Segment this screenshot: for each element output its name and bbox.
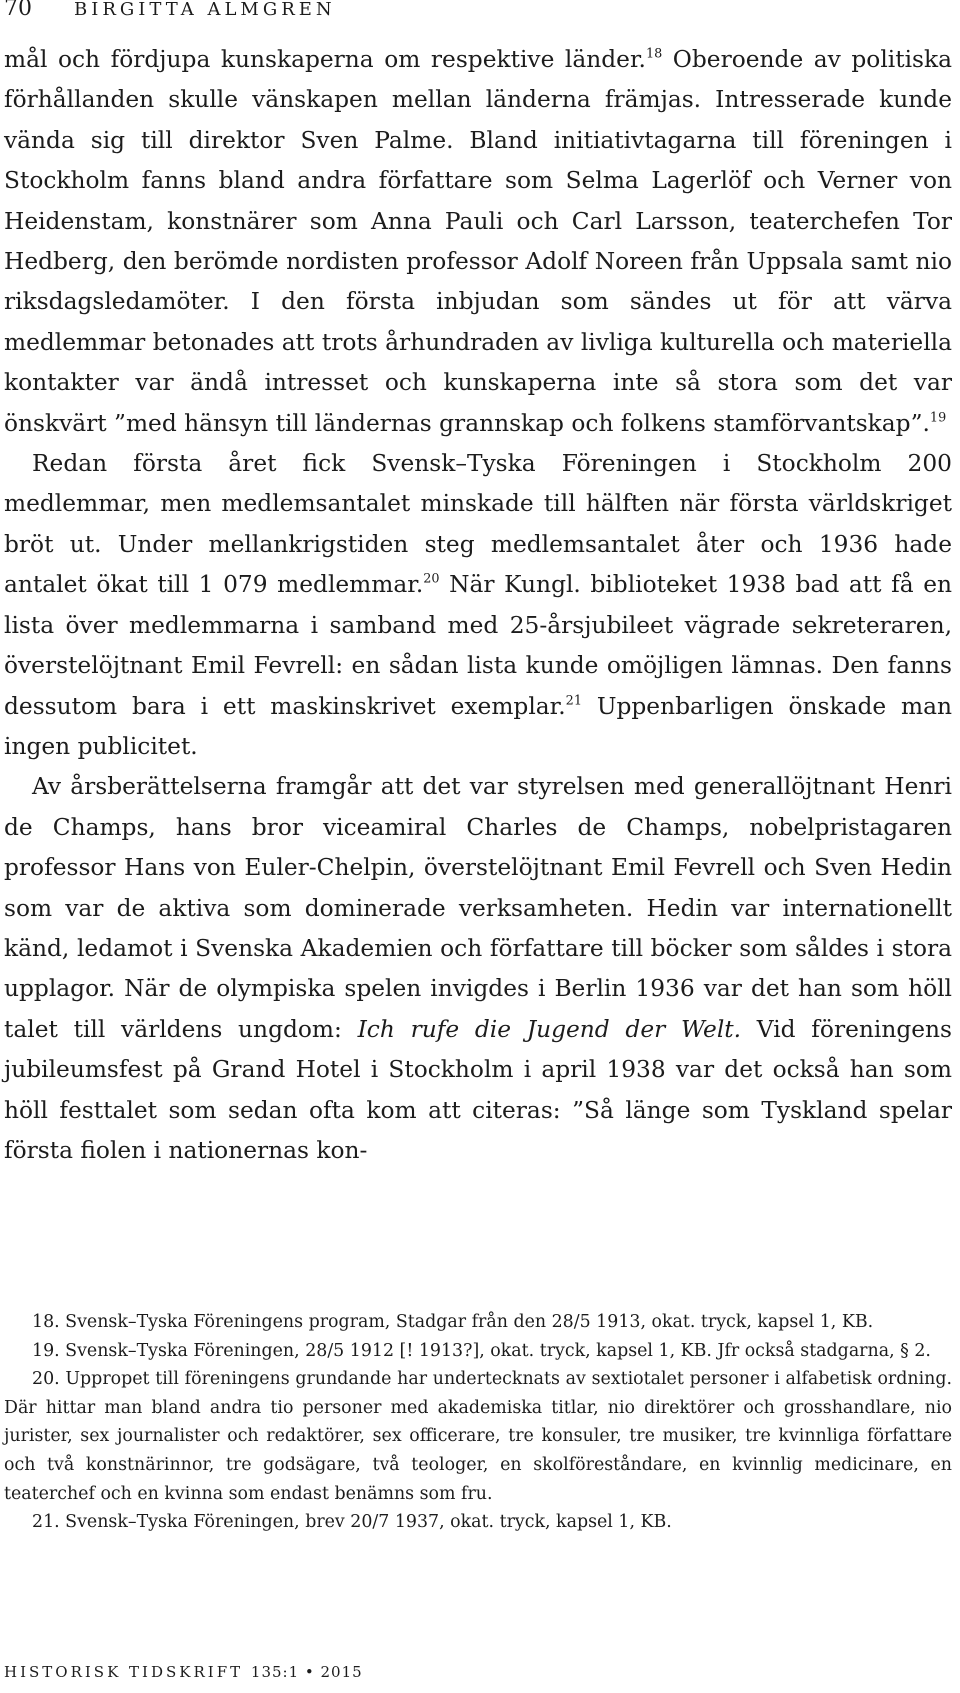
footnote-ref-18[interactable]: 18 <box>645 46 663 62</box>
footnote-19: 19. Svensk–Tyska Föreningen, 28/5 1912 [! 1913?], okat. tryck, kapsel 1, KB. Jfr också stadgarna, § 2. <box>32 1340 931 1361</box>
body-text <box>4 40 952 1171</box>
footnote-ref-20[interactable]: 20 <box>423 571 440 587</box>
paragraph-3-part-b: Vid föreningens jubileumsfest på Grand Hotel i Stockholm i april 1938 var det också han som höll festtalet som sedan ofta kom att citeras: ”Så länge som Tyskland spelar första fiolen i nationernas kon- <box>4 1015 952 1164</box>
running-head <box>4 0 336 24</box>
footnote-18: 18. Svensk–Tyska Föreningens program, Stadgar från den 28/5 1913, okat. tryck, kapsel 1, KB. <box>32 1312 874 1332</box>
paragraph-3 <box>4 767 952 1171</box>
paragraph-2 <box>4 444 952 767</box>
paragraph-1-part-a: mål och fördjupa kunskaperna om respektive länder. <box>4 46 646 73</box>
paragraph-2-part-b: När Kungl. biblioteket 1938 bad att få en lista över medlemmarna i samband med 25-årsjubileet vägrade sekreteraren, överstelöjtnant Emil Fevrell: en sådan lista kunde omöjligen lämnas. Den fanns dessutom bara i ett maskinskrivet exemplar. <box>4 571 952 720</box>
author-name: BIRGITTA ALMGREN <box>74 0 336 20</box>
footnote-20: 20. Uppropet till föreningens grundande har undertecknats av sextiotalet personer i alfabetisk ordning. Där hittar man bland andra tio personer med akademiska titlar, nio direktörer och grosshandlare, nio jurister, sex journalister och redaktörer, sex officerare, tre konsuler, tre musiker, tre kvinnliga författare och två konstnärinnor, tre godsägare, två teologer, en skolföreståndare, en kvinnlig medicinare, en teaterchef och en kvinna som endast benämns som fru. <box>4 1369 952 1504</box>
page-number: 70 <box>4 0 32 21</box>
footnotes <box>4 1308 952 1537</box>
footnote-ref-19[interactable]: 19 <box>929 410 947 426</box>
paragraph-2-part-c: Uppenbarligen önskade man ingen publicitet. <box>4 692 952 760</box>
footnote-ref-21[interactable]: 21 <box>565 692 582 708</box>
paragraph-3-part-a: Av årsberättelserna framgår att det var styrelsen med generallöjtnant Henri de Champs, hans bror viceamiral Charles de Champs, nobelpristagaren professor Hans von Euler-Chelpin, överstelöjtnant Emil Fevrell och Sven Hedin som var de aktiva som dominerade verksamheten. Hedin var internationellt känd, ledamot i Svenska Akademien och författare till böcker som såldes i stora upplagor. När de olympiska spelen invigdes i Berlin 1936 var det han som höll talet till världens ungdom: <box>4 773 952 1043</box>
olympic-speech-title: Ich rufe die Jugend der Welt. <box>357 1015 742 1043</box>
journal-issue: 135:1 • 2015 <box>250 1663 363 1681</box>
paragraph-1 <box>4 40 952 444</box>
page-footer <box>4 1658 363 1686</box>
journal-name: HISTORISK TIDSKRIFT <box>4 1663 244 1681</box>
paragraph-2-part-a: Redan första året fick Svensk–Tyska Föreningen i Stockholm 200 medlemmar, men medlemsantalet minskade till hälften när första världskriget bröt ut. Under mellankrigstiden steg medlemsantalet åter och 1936 hade antalet ökat till 1 079 medlemmar. <box>4 450 952 599</box>
footnote-21: 21. Svensk–Tyska Föreningen, brev 20/7 1937, okat. tryck, kapsel 1, KB. <box>32 1512 672 1533</box>
paragraph-1-part-b: Oberoende av politiska förhållanden skulle vänskapen mellan länderna främjas. Intresserade kunde vända sig till direktor Sven Palme. Bland initiativtagarna till föreningen i Stockholm fanns bland andra författare som Selma Lagerlöf och Verner von Heidenstam, konstnärer som Anna Pauli och Carl Larsson, teaterchefen Tor Hedberg, den berömde nordisten professor Adolf Noreen från Uppsala samt nio riksdagsledamöter. I den första inbjudan som sändes ut för att värva medlemmar betonades att trots århundraden av livliga kulturella och materiella kontakter var ändå intresset och kunskaperna inte så stora som det var önskvärt ”med hänsyn till ländernas grannskap och folkens stamförvantskap”. <box>4 46 952 437</box>
